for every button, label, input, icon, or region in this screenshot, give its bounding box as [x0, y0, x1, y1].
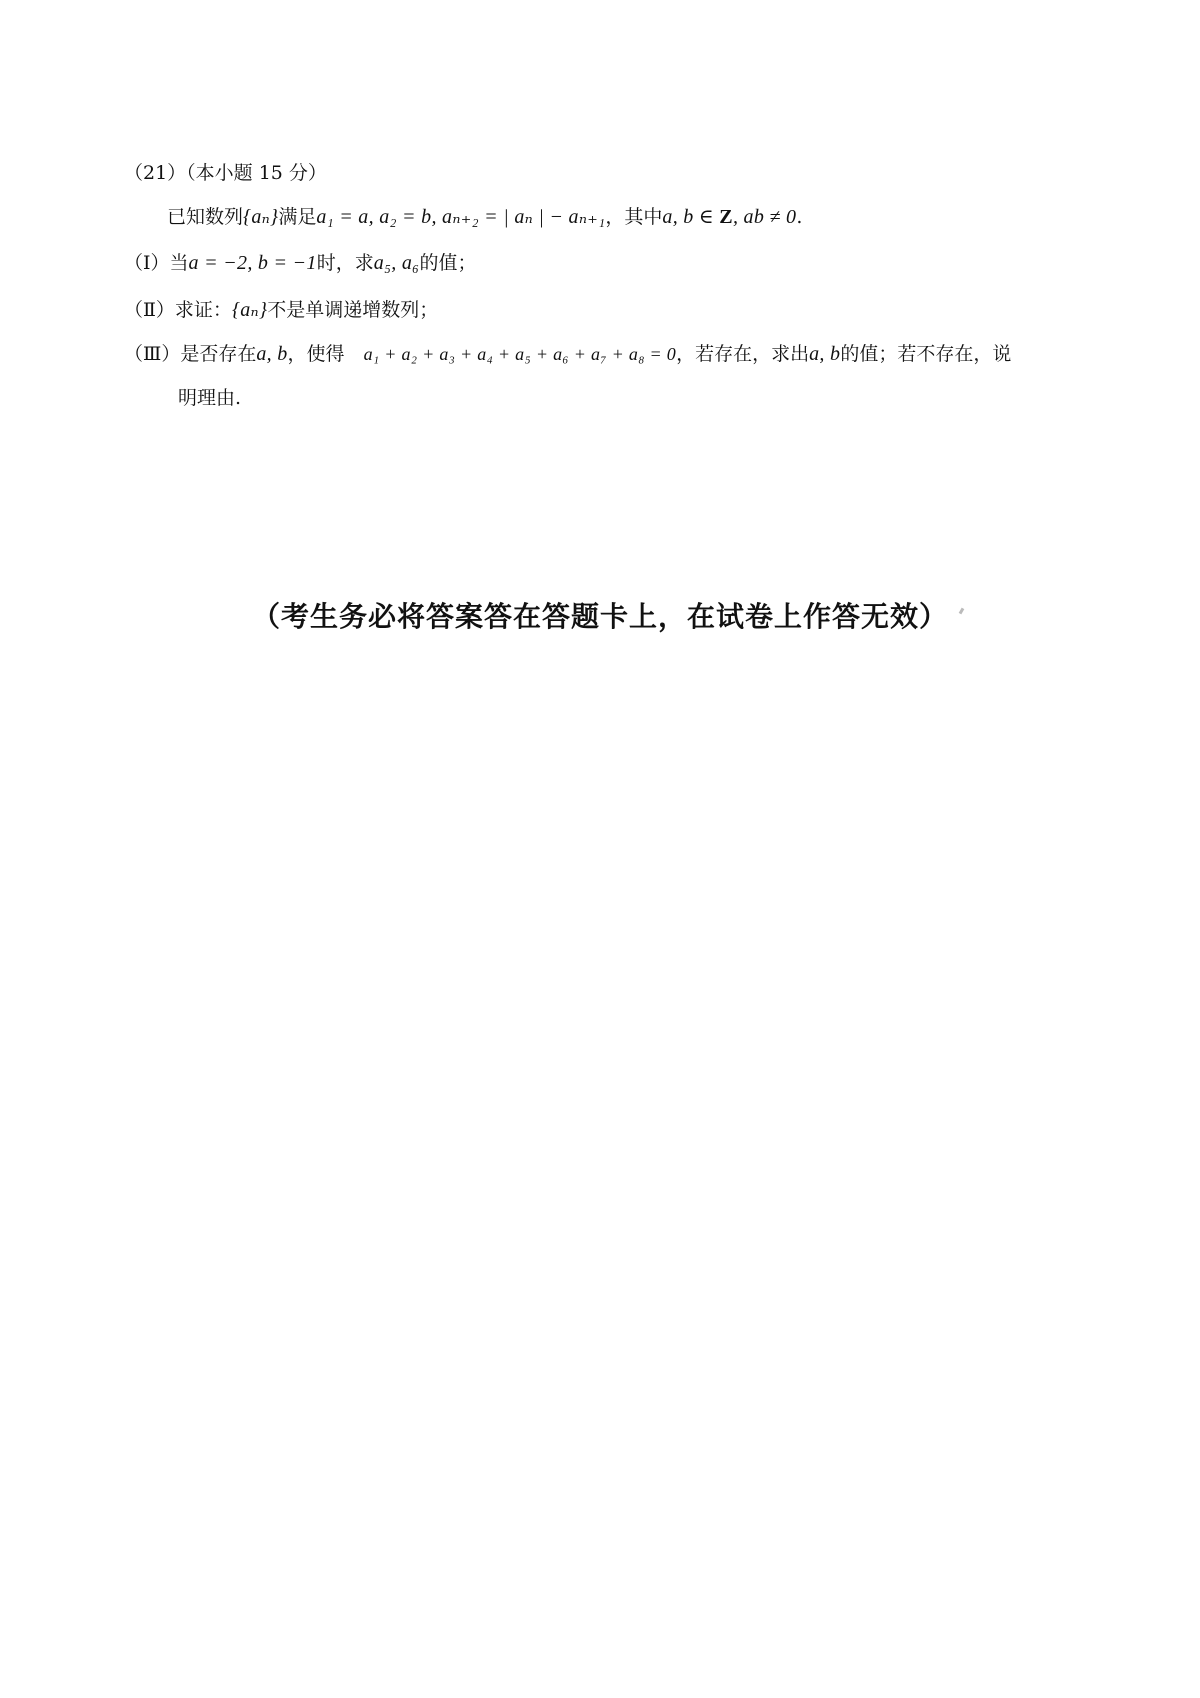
part-3 [124, 342, 1011, 366]
part-1-lead: 当 [169, 252, 189, 274]
part-3-continuation [178, 386, 241, 410]
part-3-cont-2: 的值；若不存在，说 [840, 343, 1012, 365]
part-1-label: （Ⅰ） [124, 252, 170, 274]
stem-condition-ab: a, b ∈ [662, 206, 720, 228]
stem-where: ，其中 [605, 206, 663, 228]
part-3-vars: a, b [256, 343, 288, 365]
problem-heading-text: （21）（本小题 15 分） [124, 162, 327, 184]
stem-recurrence: a₁ = a, a₂ = b, aₙ₊₂ = | aₙ | − aₙ₊₁ [316, 206, 606, 228]
part-2-lead: 求证： [174, 299, 232, 321]
stem-satisfies: 满足 [278, 206, 317, 228]
problem-heading [124, 161, 327, 185]
part-3-mid: ，使得 [287, 343, 345, 365]
exam-notice: （考生务必将答案答在答题卡上，在试卷上作答无效） [251, 600, 948, 633]
part-1 [124, 251, 476, 275]
part-1-end: 的值； [419, 252, 477, 274]
part-3-lead: 是否存在 [180, 343, 257, 365]
part-1-mid: 时，求 [316, 252, 374, 274]
part-2 [124, 298, 438, 322]
stem-lead: 已知数列 [167, 206, 244, 228]
stem-condition-nonzero: ab ≠ 0 [743, 206, 797, 228]
part-2-sequence: {aₙ} [231, 299, 268, 321]
stem-end: . [796, 206, 803, 228]
part-2-end: 不是单调递增数列； [267, 299, 439, 321]
part-3-label: （Ⅲ） [124, 343, 181, 365]
part-3-cont: ，若存在，求出 [676, 343, 810, 365]
part-3-sum: a₁ + a₂ + a₃ + a₄ + a₅ + a₆ + a₇ + a₈ = 0 [363, 344, 677, 364]
stem-sequence: {aₙ} [243, 206, 279, 228]
part-2-label: （Ⅱ） [124, 299, 175, 321]
part-1-given: a = −2, b = −1 [188, 252, 317, 274]
part-3-vars-2: a, b [809, 343, 841, 365]
stem-condition-sep: , [732, 206, 744, 228]
part-1-terms: a₅, a₆ [373, 252, 420, 274]
stem-integer-set: Z [719, 206, 733, 228]
part-3-line-2: 明理由. [178, 387, 242, 409]
problem-stem [167, 205, 802, 229]
